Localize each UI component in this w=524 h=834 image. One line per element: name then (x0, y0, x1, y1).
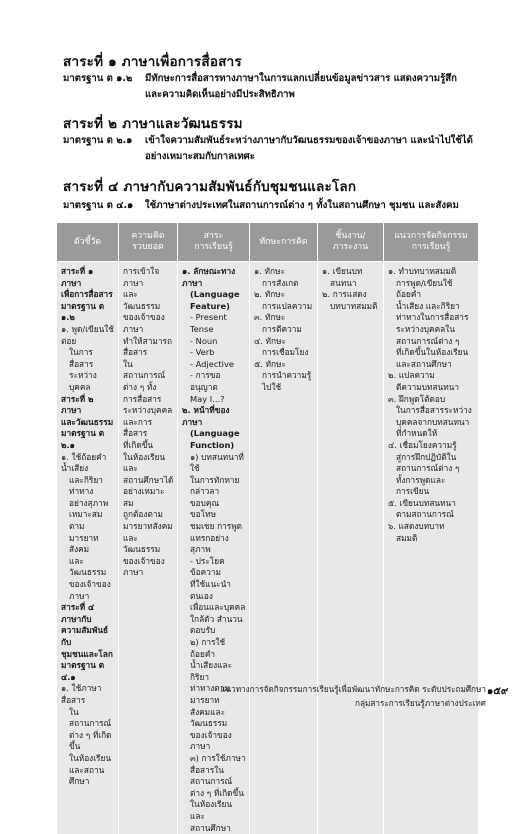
cell-text-line: แทรกอย่างสุภาพ (182, 533, 246, 556)
cell-text-line: สาระที่ ๒ ภาษา (61, 394, 115, 417)
cell-text-line: ในห้องเรียนและ (182, 799, 246, 822)
cell-text-line: ๑. ใช้ภาษาสื่อสาร (61, 683, 115, 706)
cell-text-line: May I...? (182, 394, 246, 406)
cell-text-line: ถูกต้องตาม (123, 509, 174, 521)
page-number: ๑๕๙ (487, 684, 508, 699)
cell-text-line: ๖. แสดงบทบาท (388, 521, 475, 533)
cell-text-line: Feature) (182, 301, 246, 313)
standard-code: มาตรฐาน ต ๔.๑ (63, 198, 145, 214)
cell-text-line: ความสัมพันธ์กับ (61, 625, 115, 648)
cell-text-line: ๑) บทสนทนาที่ใช้ (182, 452, 246, 475)
cell-text-line: มารยาทสังคม (123, 521, 174, 533)
cell-text-line: ในห้องเรียน (61, 753, 115, 765)
cell-text-line: และวัฒนธรรม (123, 533, 174, 556)
cell-text-line: การสังเกต (254, 278, 314, 290)
cell-text-line: สื่อสารในสถานการณ์ (182, 765, 246, 788)
cell-text-line: ๔. เชื่อมโยงความรู้ (388, 440, 475, 452)
cell-concept (119, 262, 178, 834)
cell-text-line: บทบาทสมมติ (322, 301, 380, 313)
cell-text-line: ในห้องเรียนและ (123, 452, 174, 475)
cell-text-line: ๓. ฝึกพูดโต้ตอบ (388, 394, 475, 406)
cell-text-line: ต่าง ๆ ที่เกิดขึ้น (61, 730, 115, 753)
cell-text-line: - Adjective (182, 359, 246, 371)
standard-code: มาตรฐาน ต ๑.๒ (63, 71, 145, 87)
strand-4-title: สาระที่ ๔ ภาษากับความสัมพันธ์กับชุมชนและโลก (63, 175, 356, 197)
cell-text-line: ตามสถานการณ์ (388, 509, 475, 521)
footer-subject-group: กลุ่มสาระการเรียนรู้ภาษาต่างประเทศ (196, 697, 486, 710)
cell-text-line: Function) (182, 440, 246, 452)
cell-text-line: ที่เกิดขึ้น (123, 440, 174, 452)
cell-text-line: ๕. เขียนบทสนทนา (388, 498, 475, 510)
cell-text-line: และสถานศึกษา (388, 359, 475, 371)
cell-text-line: ๓) การใช้ภาษา (182, 753, 246, 765)
cell-text-line: ในการสื่อสารระหว่าง (388, 405, 475, 417)
cell-text-line: และวัฒนธรรม (61, 417, 115, 429)
cell-text-line: สถานศึกษา (182, 823, 246, 834)
cell-text-line: ๑. ใช้ถ้อยคำ น้ำเสียง (61, 452, 115, 475)
cell-text-line: การเขียน (388, 486, 475, 498)
standard-text: ใช้ภาษาต่างประเทศในสถานการณ์ต่าง ๆ ทั้งในสถานศึกษา ชุมชน และสังคม (145, 200, 459, 211)
cell-tasks (318, 262, 384, 834)
header-activities: แนวการจัดกิจกรรม การเรียนรู้ (384, 223, 479, 262)
cell-text-line: สาระที่ ๑ ภาษา (61, 266, 115, 289)
cell-text-line: และการสื่อสาร (123, 417, 174, 440)
cell-text-line: การเข้าใจภาษา (123, 266, 174, 289)
cell-text-line: - Verb (182, 347, 246, 359)
cell-text-line: ของเจ้าของภาษา (182, 730, 246, 753)
cell-activities (384, 262, 479, 834)
cell-text-line: ชมเชย การพูด (182, 521, 246, 533)
cell-text-line: ในสถานการณ์ (123, 359, 174, 382)
cell-text-line: มาตรฐาน ต ๔.๑ (61, 660, 115, 683)
cell-text-line: เหมาะสม ตาม (61, 509, 115, 532)
cell-text-line: ๔. ทักษะ (254, 336, 314, 348)
cell-text-line: มาตรฐาน ต ๑.๒ (61, 301, 115, 324)
standard-text: อย่างเหมาะสมกับกาลเทศะ (63, 149, 478, 165)
cell-text-line: ใกล้ตัว สำนวน (182, 614, 246, 626)
cell-text-line: การนำความรู้ (254, 370, 314, 382)
cell-text-line: การแปลความ (254, 301, 314, 313)
cell-text-line: ที่เกิดขึ้นในห้องเรียน (388, 347, 475, 359)
table-row (57, 262, 479, 834)
cell-text-line: ของเจ้าของภาษา (123, 556, 174, 579)
cell-text-line: (Language (182, 428, 246, 440)
cell-text-line: อย่างเหมาะสม (123, 486, 174, 509)
strand-2-title: สาระที่ ๒ ภาษาและวัฒนธรรม (63, 112, 243, 134)
cell-text-line: สถานศึกษาได้ (123, 475, 174, 487)
cell-text-line: ท่าทางในการสื่อสาร (388, 312, 475, 324)
cell-text-line: ๑. ทักษะ (254, 266, 314, 278)
cell-text-line: ทำให้สามารถ (123, 336, 174, 348)
cell-text-line: ต่าง ๆ ที่เกิดขึ้น (182, 788, 246, 800)
cell-text-line: และสถานศึกษา (61, 765, 115, 788)
cell-text-line: อย่างสุภาพ (61, 498, 115, 510)
cell-text-line: - ประโยคข้อความ (182, 556, 246, 579)
cell-text-line: และกิริยาท่าทาง (61, 475, 115, 498)
cell-thinking-skills (250, 262, 318, 834)
cell-text-line: ๒. การแสดง (322, 289, 380, 301)
standard-4 (63, 198, 478, 214)
table-header-row (57, 223, 479, 262)
cell-text-line: ในสถานการณ์ (61, 707, 115, 730)
cell-text-line: ๑. ทำบทบาทสมมติ (388, 266, 475, 278)
cell-text-line: ในการทักทาย กล่าวลา (182, 475, 246, 498)
cell-text-line: - การขออนุญาต (182, 370, 246, 393)
standard-code: มาตรฐาน ต ๒.๑ (63, 133, 145, 149)
cell-text-line: ต่าง ๆ ทั้ง (123, 382, 174, 394)
cell-text-line: สถานการณ์ต่าง ๆ (388, 463, 475, 475)
cell-text-line: บุคคลจากบทสนทนา (388, 417, 475, 429)
cell-text-line: สมมติ (388, 533, 475, 545)
standard-1 (63, 71, 478, 102)
cell-text-line: การสื่อสาร (123, 394, 174, 406)
cell-text-line: ๓. ทักษะ (254, 312, 314, 324)
cell-text-line: สู่การฝึกปฏิบัติใน (388, 452, 475, 464)
cell-text-line: ของเจ้าของ (61, 579, 115, 591)
cell-text-line: ตีความบทสนทนา (388, 382, 475, 394)
cell-text-line: ภาษา (61, 591, 115, 603)
cell-text-line: น้ำเสียงและกิริยา (182, 660, 246, 683)
footer-book-title: แนวทางการจัดกิจกรรมการเรียนรู้เพื่อพัฒนาทักษะการคิด ระดับประถมศึกษา (196, 683, 486, 696)
standard-2 (63, 133, 478, 164)
cell-text-line: มาตรฐาน ต ๒.๑ (61, 428, 115, 451)
cell-text-line: ๒. แปลความ (388, 370, 475, 382)
cell-text-line: มารยาทสังคม (61, 533, 115, 556)
cell-text-line: ๕. ทักษะ (254, 359, 314, 371)
cell-text-line: ของเจ้าของภาษา (123, 312, 174, 335)
cell-text-line: เพื่อการสื่อสาร (61, 289, 115, 301)
cell-text-line: สถานการณ์ต่าง ๆ (388, 336, 475, 348)
cell-text-line: และวัฒนธรรม (61, 556, 115, 579)
cell-text-line: ๒. หน้าที่ของภาษา (182, 405, 246, 428)
cell-text-line: ๑. พูด/เขียนใช้ต่อย (61, 324, 115, 347)
cell-text-line: ที่ใช้แนะนำตนเอง (182, 579, 246, 602)
cell-text-line: ทั้งการพูดและ (388, 475, 475, 487)
strand-1-title: สาระที่ ๑ ภาษาเพื่อการสื่อสาร (63, 50, 242, 72)
cell-text-line: สังคมและวัฒนธรรม (182, 707, 246, 730)
header-indicators: ตัวชี้วัด (57, 223, 119, 262)
cell-text-line: สื่อสาร (123, 347, 174, 359)
header-content: สาระ การเรียนรู้ (178, 223, 250, 262)
cell-text-line: การพูด/เขียนใช้ถ้อยคำ (388, 278, 475, 301)
cell-text-line: ระหว่างบุคคล (61, 370, 115, 393)
standard-text: และความคิดเห็นอย่างมีประสิทธิภาพ (63, 87, 478, 103)
header-tasks: ชิ้นงาน/ ภาระงาน (318, 223, 384, 262)
cell-text-line: ในการสื่อสาร (61, 347, 115, 370)
cell-text-line: ๑. ลักษณะทางภาษา (182, 266, 246, 289)
cell-text-line: สนทนา (322, 278, 380, 290)
header-thinking-skills: ทักษะการคิด (250, 223, 318, 262)
cell-text-line: สาระที่ ๔ ภาษากับ (61, 602, 115, 625)
cell-text-line: ระหว่างบุคคล (123, 405, 174, 417)
cell-text-line: ท่าทางตามมารยาท (182, 683, 246, 706)
cell-text-line: ๒) การใช้ถ้อยคำ (182, 637, 246, 660)
cell-indicators (57, 262, 119, 834)
cell-text-line: ๑. เขียนบท (322, 266, 380, 278)
cell-text-line: - Noun (182, 336, 246, 348)
header-concept: ความคิด รวบยอด (119, 223, 178, 262)
standard-text: เข้าใจความสัมพันธ์ระหว่างภาษากับวัฒนธรรมของเจ้าของภาษา และนำไปใช้ได้ (145, 135, 473, 146)
cell-content (178, 262, 250, 834)
cell-text-line: ชุมชนและโลก (61, 649, 115, 661)
cell-text-line: การเชื่อมโยง (254, 347, 314, 359)
curriculum-table (56, 222, 479, 834)
cell-text-line: ที่กำหนดให้ (388, 428, 475, 440)
standard-text: มีทักษะการสื่อสารทางภาษาในการแลกเปลี่ยนข้อมูลข่าวสาร แสดงความรู้สึก (145, 73, 457, 84)
cell-text-line: ขอบคุณ ขอโทษ (182, 498, 246, 521)
cell-text-line: และวัฒนธรรม (123, 289, 174, 312)
cell-text-line: (Language (182, 289, 246, 301)
cell-text-line: ตอบรับ (182, 625, 246, 637)
cell-text-line: ระหว่างบุคคลใน (388, 324, 475, 336)
cell-text-line: การตีความ (254, 324, 314, 336)
cell-text-line: น้ำเสียง และกิริยา (388, 301, 475, 313)
cell-text-line: ไปใช้ (254, 382, 314, 394)
cell-text-line: เพื่อนและบุคคล (182, 602, 246, 614)
cell-text-line: - Present Tense (182, 312, 246, 335)
cell-text-line: ๒. ทักษะ (254, 289, 314, 301)
